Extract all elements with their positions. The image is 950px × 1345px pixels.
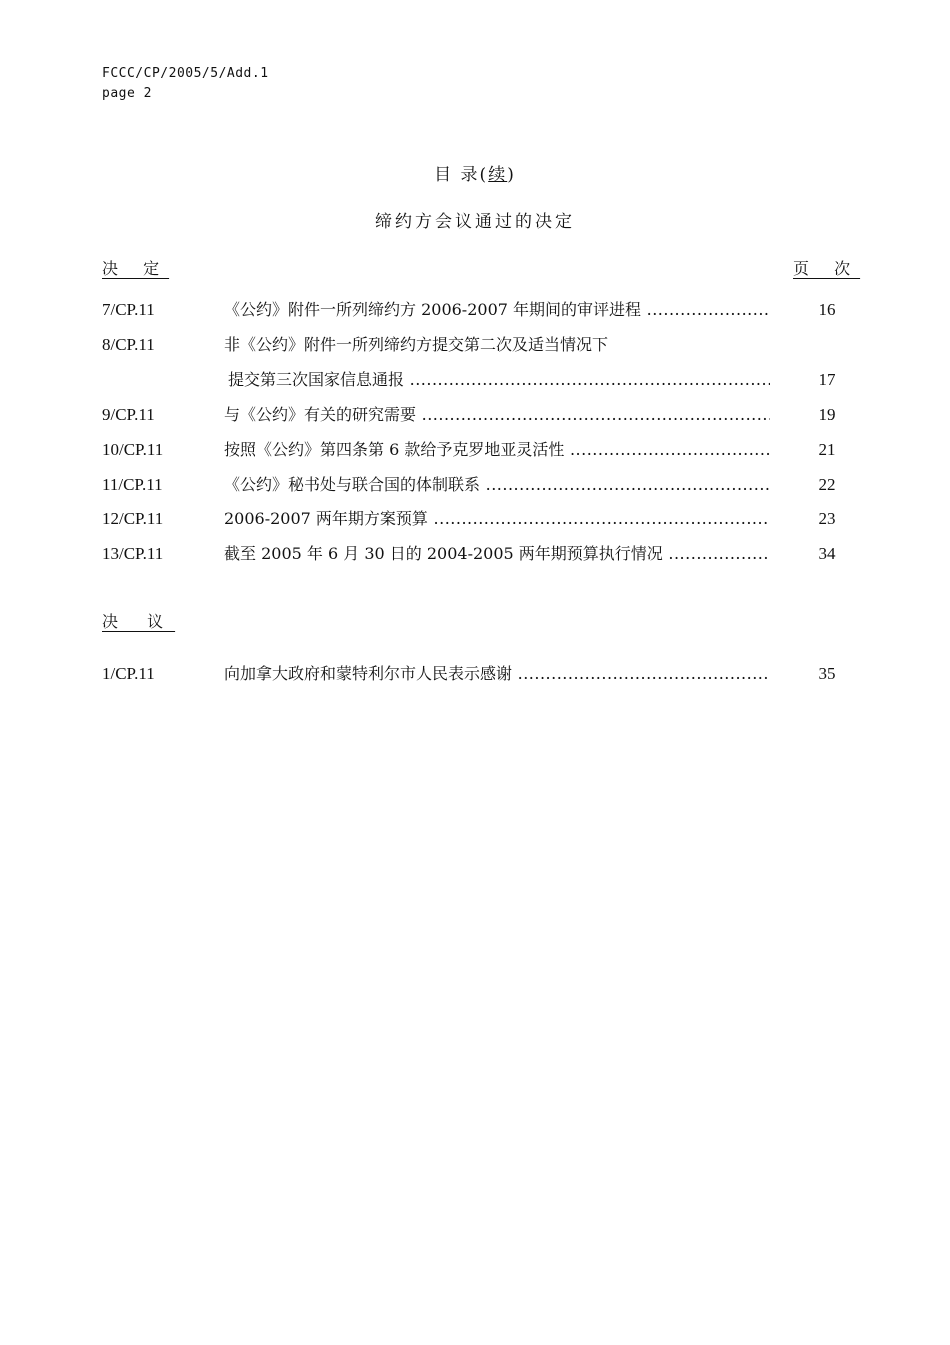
decision-title-continued: 提交第三次国家信息通报 ..... — [228, 367, 770, 393]
page-number: 17 — [818, 370, 836, 389]
toc-row-decision[interactable] — [102, 437, 848, 463]
page-number: 22 — [818, 475, 836, 494]
toc-title-main: 目 录( — [434, 165, 489, 185]
page-number: 34 — [818, 544, 836, 563]
decision-code: 11/CP.11 — [102, 475, 163, 494]
decision-code: 10/CP.11 — [102, 440, 164, 459]
decision-title: 2006-2007 两年期方案预算 ..... — [224, 506, 770, 532]
decision-title: 非《公约》附件一所列缔约方提交第二次及适当情况下 — [224, 335, 609, 354]
toc-row-resolution[interactable] — [102, 661, 848, 687]
page-number: 16 — [818, 300, 836, 319]
decision-code: 9/CP.11 — [102, 405, 155, 424]
decision-title: 《公约》秘书处与联合国的体制联系 ..... — [224, 472, 770, 498]
page-number: 21 — [818, 440, 836, 459]
page-number: 23 — [818, 509, 836, 528]
decision-code: 13/CP.11 — [102, 544, 164, 563]
page-number: 19 — [818, 405, 836, 424]
section-title: 缔约方会议通过的决定 — [375, 212, 575, 232]
toc-row-decision[interactable] — [102, 506, 848, 532]
resolution-title: 向加拿大政府和蒙特利尔市人民表示感谢 ..... — [224, 661, 770, 687]
toc-title — [0, 160, 950, 185]
decision-title: 与《公约》有关的研究需要 ..... — [224, 402, 770, 428]
resolutions-heading: 决 议 — [102, 612, 176, 631]
page-label: page 2 — [102, 86, 152, 101]
decision-title: 截至 2005 年 6 月 30 日的 2004-2005 两年期预算执行情况 ..... — [224, 541, 770, 567]
page-number: 35 — [818, 664, 836, 683]
toc-row-decision[interactable] — [102, 472, 848, 498]
toc-title-continued: 续 — [488, 165, 508, 185]
decision-code: 8/CP.11 — [102, 335, 155, 354]
toc-row-decision[interactable] — [102, 332, 848, 358]
toc-title-end: ) — [507, 165, 516, 185]
decision-code: 7/CP.11 — [102, 300, 155, 319]
decision-title: 《公约》附件一所列缔约方 2006-2007 年期间的审评进程 ..... — [224, 297, 770, 323]
resolution-code: 1/CP.11 — [102, 664, 155, 683]
document-symbol: FCCC/CP/2005/5/Add.1 — [102, 66, 269, 81]
document-header — [102, 64, 269, 104]
toc-row-decision[interactable] — [102, 402, 848, 428]
decision-title: 按照《公约》第四条第 6 款给予克罗地亚灵活性 ..... — [224, 437, 770, 463]
toc-row-decision-continued[interactable] — [102, 367, 848, 393]
toc-row-decision[interactable] — [102, 541, 848, 567]
toc-row-decision[interactable] — [102, 297, 848, 323]
column-heading-decision: 决 定 — [102, 259, 170, 278]
decision-code: 12/CP.11 — [102, 509, 164, 528]
column-heading-page: 页 次 — [793, 259, 861, 278]
